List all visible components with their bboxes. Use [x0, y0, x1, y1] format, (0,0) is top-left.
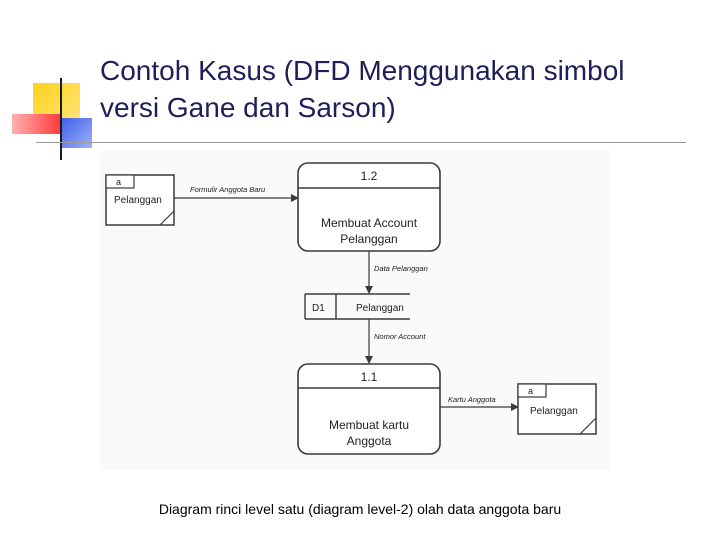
flow-nomor-account-label: Nomor Account — [374, 332, 426, 341]
process-bottom-label-2: Anggota — [346, 434, 392, 448]
process-top-number: 1.2 — [360, 169, 378, 183]
external-entity-top — [106, 175, 174, 225]
process-top — [298, 163, 440, 251]
external-entity-bottom — [518, 384, 596, 434]
slide-title-line-2: versi Gane dan Sarson) — [100, 92, 396, 123]
data-store-label: Pelanggan — [356, 303, 404, 314]
process-bottom-number: 1.1 — [360, 370, 378, 384]
diagram-caption: Diagram rinci level satu (diagram level-2) olah data anggota baru — [158, 501, 562, 517]
flow-data-pelanggan-label: Data Pelanggan — [374, 264, 428, 273]
entity-bottom-id: a — [528, 386, 534, 396]
flow-formulir-label: Formulir Anggota Baru — [190, 185, 266, 194]
data-store-id: D1 — [312, 303, 325, 314]
process-top-label-2: Pelanggan — [340, 232, 398, 246]
entity-bottom-label: Pelanggan — [530, 406, 578, 417]
process-top-label-1: Membuat Account — [320, 216, 418, 230]
entity-top-id: a — [116, 177, 122, 187]
entity-top-label: Pelanggan — [114, 195, 162, 206]
slide-title-line-1: Contoh Kasus (DFD Menggunakan simbol — [100, 55, 625, 86]
process-bottom-label-1: Membuat kartu — [328, 418, 410, 432]
flow-kartu-label: Kartu Anggota — [448, 395, 496, 404]
process-bottom — [298, 364, 440, 454]
